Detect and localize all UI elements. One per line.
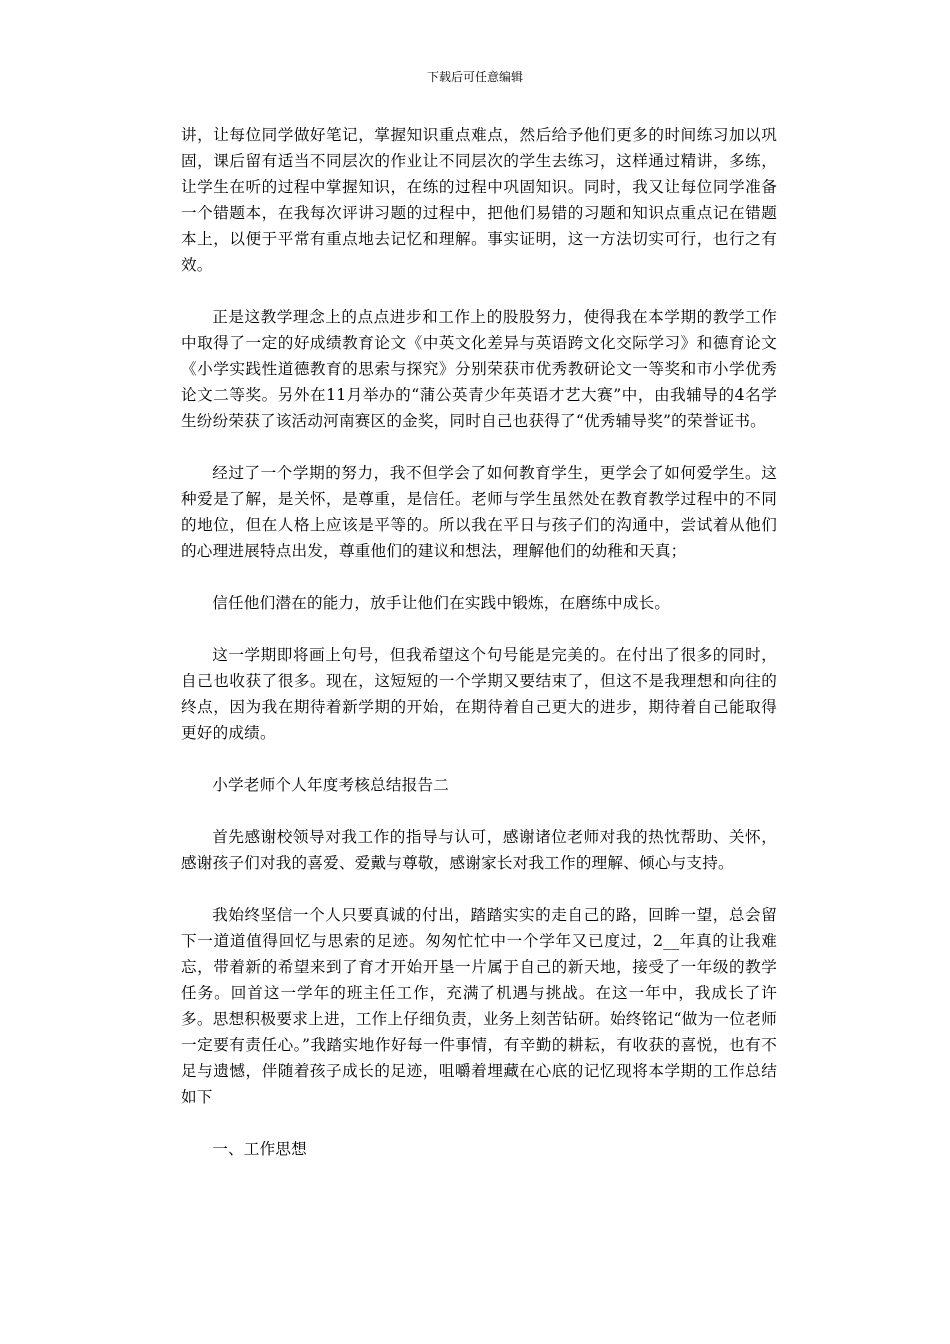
section-heading-work-thought: 一、工作思想 (212, 1140, 307, 1158)
paragraph-teaching-method: 讲，让每位同学做好笔记，掌握知识重点难点，然后给予他们更多的时间练习加以巩固，课后留有适当不同层次的作业让不同层次的学生去练习，这样通过精讲，多练，让学生在听的过程中掌握知识，在练的过程中巩固知识。同时，我又让每位同学准备一个错题本，在我每次评讲习题的过程中，把他们易错的习题和知识点重点记在错题本上，以便于平常有重点地去记忆和理解。事实证明，这一方法切实可行，也行之有效。 (181, 126, 777, 274)
paragraph-achievements: 正是这教学理念上的点点进步和工作上的股股努力，使得我在本学期的教学工作中取得了一定的好成绩教育论文《中英文化差异与英语跨文化交际学习》和德育论文《小学实践性道德教育的思索与探究》分别荣获市优秀教研论文一等奖和市小学优秀论文二等奖。另外在11月举办的“蒲公英青少年英语才艺大赛”中，由我辅导的4名学生纷纷荣获了该活动河南赛区的金奖，同时自己也获得了“优秀辅导奖”的荣誉证书。 (181, 308, 777, 430)
paragraph-trust-ability: 信任他们潜在的能力，放手让他们在实践中锻炼，在磨练中成长。 (212, 594, 671, 612)
paragraph-love-students: 经过了一个学期的努力，我不但学会了如何教育学生，更学会了如何爱学生。这种爱是了解，是关怀，是尊重，是信任。老师与学生虽然处在教育教学过程中的不同的地位，但在人格上应该是平等的。所以我在平日与孩子们的沟通中，尝试着从他们的心理进展特点出发，尊重他们的建议和想法，理解他们的幼稚和天真； (181, 464, 777, 560)
paragraph-belief: 我始终坚信一个人只要真诚的付出，踏踏实实的走自己的路，回眸一望，总会留下一道道值得回忆与思索的足迹。匆匆忙忙中一个学年又已度过，2__年真的让我难忘，带着新的希望来到了育才开始开垦一片属于自己的新天地，接受了一年级的教学任务。回首这一学年的班主任工作，充满了机遇与挑战。在这一年中，我成长了许多。思想积极要求上进，工作上仔细负责，业务上刻苦钻研。始终铭记“做为一位老师一定要有责任心。”我踏实地作好每一件事情，有辛勤的耕耘，有收获的喜悦，也有不足与遗憾，伴随着孩子成长的足迹，咀嚼着埋藏在心底的记忆现将本学期的工作总结如下 (181, 906, 777, 1106)
paragraph-thanks: 首先感谢校领导对我工作的指导与认可，感谢诸位老师对我的热忱帮助、关怀，感谢孩子们对我的喜爱、爱戴与尊敬，感谢家长对我工作的理解、倾心与支持。 (181, 828, 777, 872)
page-header: 下载后可任意编辑 (426, 70, 523, 84)
paragraph-semester-end: 这一学期即将画上句号，但我希望这个句号能是完美的。在付出了很多的同时，自己也收获了很多。现在，这短短的一个学期又要结束了，但这不是我理想和向往的终点，因为我在期待着新学期的开始，在期待着自己更大的进步，期待着自己能取得更好的成绩。 (181, 646, 777, 742)
section-title-report-two: 小学老师个人年度考核总结报告二 (212, 776, 450, 794)
document-body (181, 122, 777, 1188)
